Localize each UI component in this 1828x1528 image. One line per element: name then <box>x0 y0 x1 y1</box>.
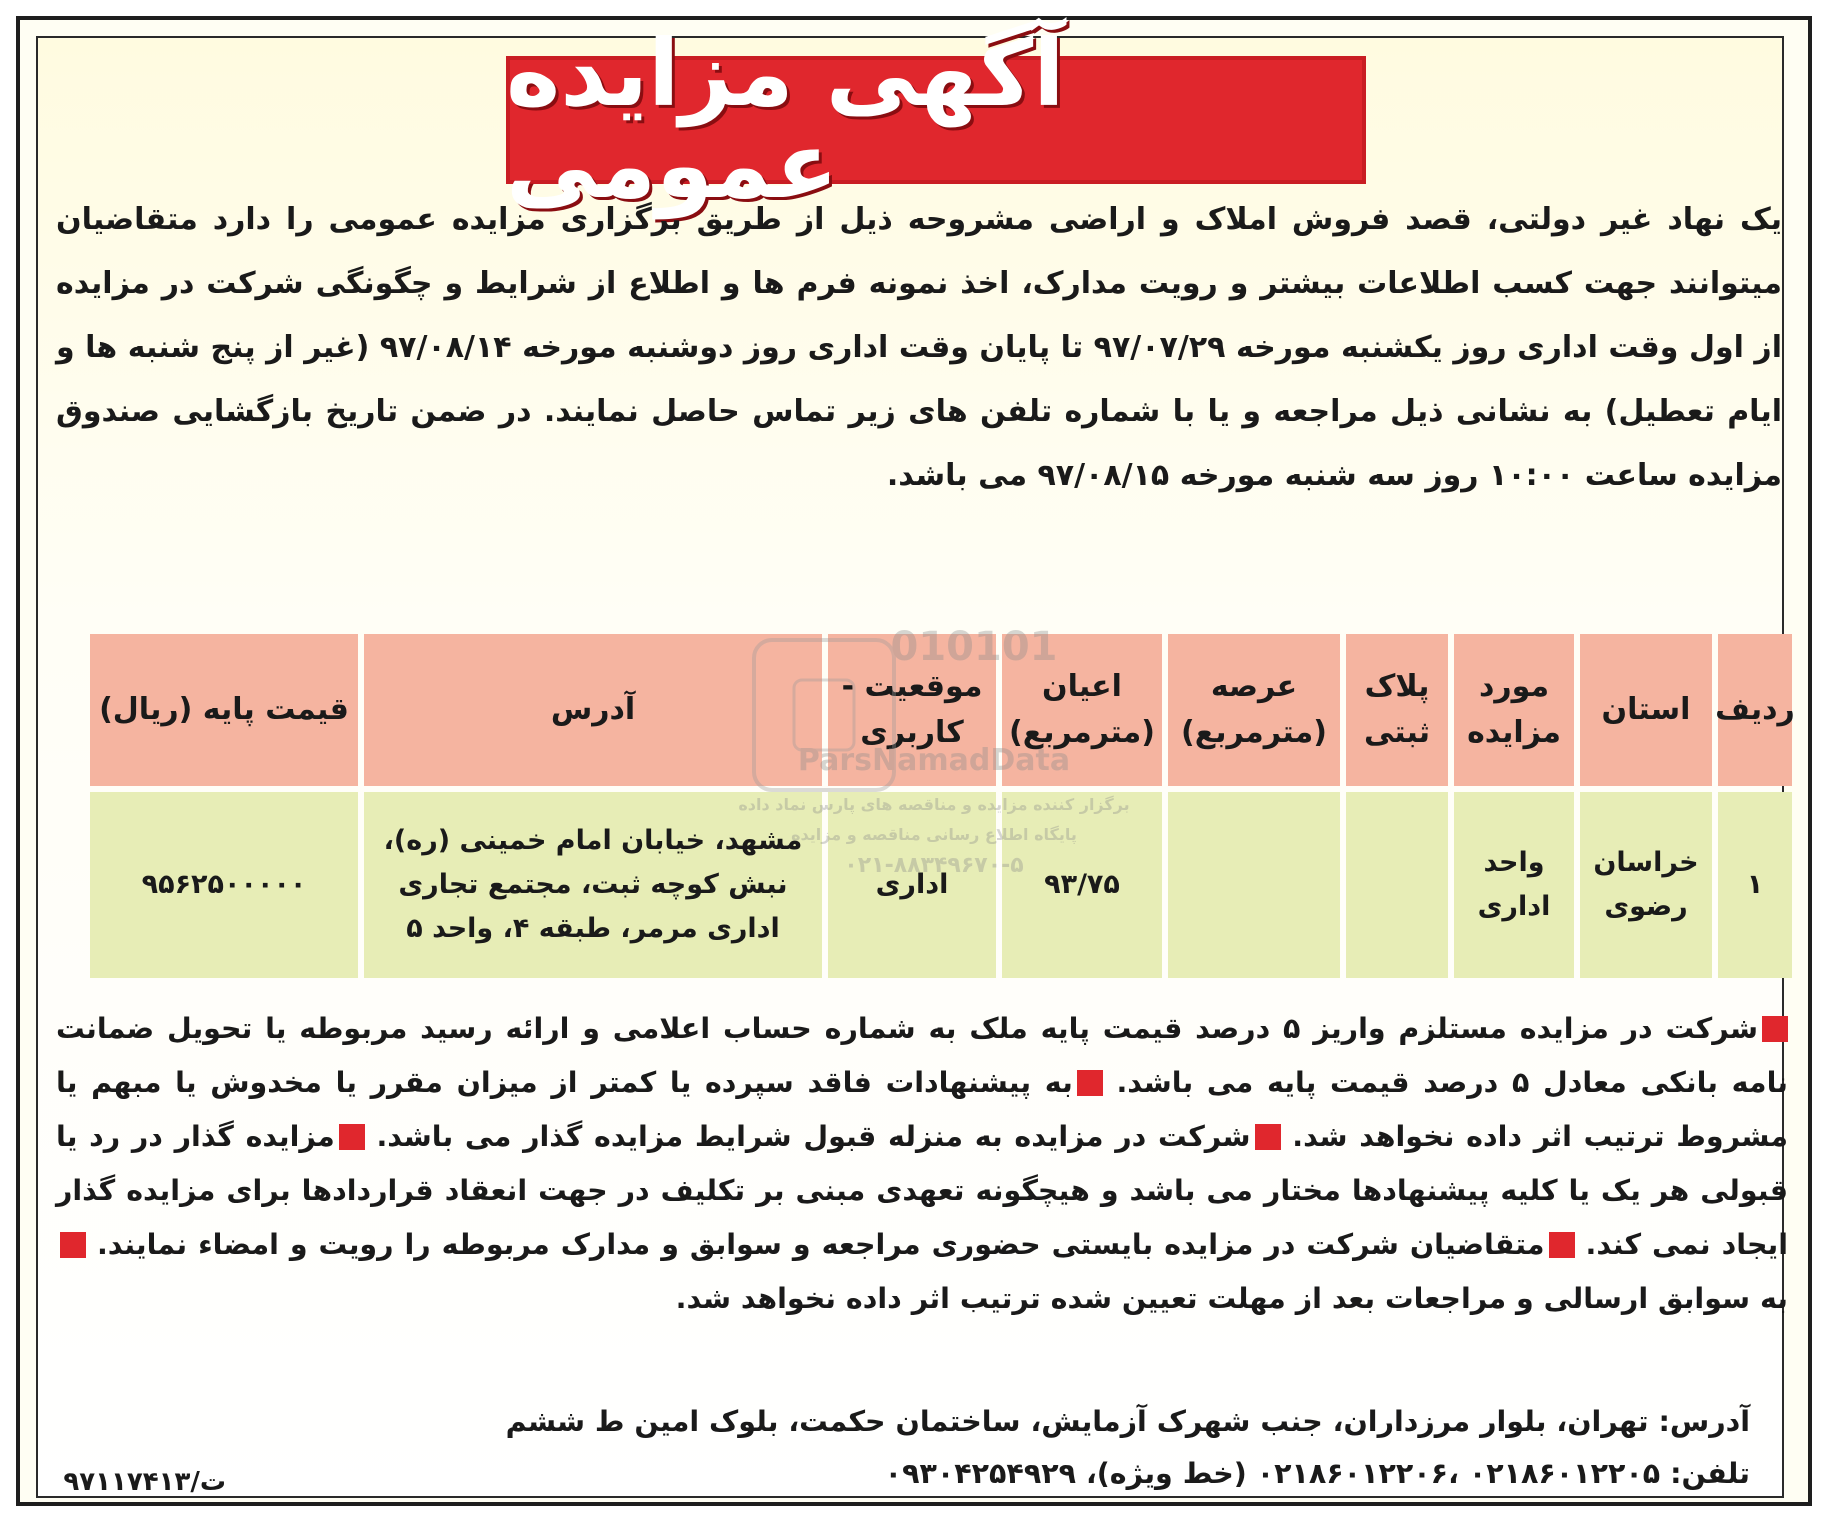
address-cell: مشهد، خیابان امام خمینی (ره)، نبش کوچه ثبت، مجتمع تجاری اداری مرمر، طبقه ۴، واحد ۵ <box>364 792 822 978</box>
contact-phones: تلفن: ۰۲۱۸۶۰۱۲۲۰۵ ،۰۲۱۸۶۰۱۲۲۰۶ (خط ویژه)، ۰۹۳۰۴۲۵۴۹۲۹ <box>884 1457 1750 1490</box>
header-cell-base-price: قیمت پایه (ریال) <box>90 634 358 786</box>
rules-paragraph <box>56 1002 1788 1326</box>
auction-item: واحد اداری <box>1454 792 1574 978</box>
header-cell-building-area: اعیان (مترمربع) <box>1002 634 1162 786</box>
header-cell-auction-item: مورد مزایده <box>1454 634 1574 786</box>
header-cell-usage: موقعیت - کاربری <box>828 634 996 786</box>
intro-paragraph: یک نهاد غیر دولتی، قصد فروش املاک و اراضی مشروحه ذیل از طریق برگزاری مزایده عمومی را دارد متقاضیان میتوانند جهت کسب اطلاعات بیشتر و رویت مدارک، اخذ نمونه فرم ها و اطلاع از شرایط و چگونگی شرکت در مزایده از اول وقت اداری روز یکشنبه مورخه ۹۷/۰۷/۲۹ تا پایان وقت اداری روز دوشنبه مورخه ۹۷/۰۸/۱۴ (غیر از پنج شنبه ها و ایام تعطیل) به نشانی ذیل مراجعه و یا با شماره تلفن های زیر تماس حاصل نمایند. در ضمن تاریخ بازگشایی صندوق مزایده ساعت ۱۰:۰۰ روز سه شنبه مورخه ۹۷/۰۸/۱۵ می باشد. <box>56 202 1782 493</box>
province: خراسان رضوی <box>1580 792 1712 978</box>
watermark-brand: ParsNamadData <box>797 743 1071 778</box>
ad-title: آگهی مزایده عمومی <box>506 20 1065 219</box>
usage: اداری <box>828 792 996 978</box>
bullet-square <box>339 1124 365 1150</box>
rule-2: به پیشنهادات فاقد سپرده یا کمتر از میزان مقرر یا مخدوش یا مبهم یا مشروط ترتیب اثر داده نخواهد شد. <box>56 1066 1788 1153</box>
rule-4: مزایده گذار در رد یا قبولی هر یک یا کلیه پیشنهادها مختار می باشد و هیچگونه تعهدی مبنی بر تکلیف در جهت انعقاد قراردادها برای مزایده گذار ایجاد نمی کند. <box>56 1120 1788 1261</box>
rule-6: به سوابق ارسالی و مراجعات بعد از مهلت تعیین شده ترتیب اثر داده نخواهد شد. <box>675 1282 1788 1315</box>
ad-page <box>16 16 1812 1506</box>
rule-1: شرکت در مزایده مستلزم واریز ۵ درصد قیمت پایه ملک به شماره حساب اعلامی و ارائه رسید مربوطه یا تحویل ضمانت نامه بانکی معادل ۵ درصد قیمت پایه می باشد. <box>56 1012 1788 1099</box>
watermark-line1: برگزار کننده مزایده و مناقصه های پارس نماد داده <box>738 795 1130 814</box>
table-header-row <box>74 634 1795 786</box>
land-area <box>1168 792 1340 978</box>
header-cell-address: آدرس <box>364 634 822 786</box>
rule-5: متقاضیان شرکت در مزایده بایستی حضوری مراجعه و سوابق و مدارک مربوطه را رویت و امضاء نمایند. <box>96 1228 1545 1261</box>
auction-table <box>74 634 1795 978</box>
title-banner <box>506 20 1366 219</box>
bullet-square <box>1255 1124 1281 1150</box>
header-cell-row-number: ردیف <box>1718 634 1792 786</box>
bullet-square <box>1549 1232 1575 1258</box>
ad-code: ت/۹۷۱۱۷۴۱۳ <box>63 1467 226 1497</box>
plate-number <box>1346 792 1448 978</box>
bullet-square <box>1077 1070 1103 1096</box>
table-row <box>74 792 1792 978</box>
bullet-square <box>1762 1016 1788 1042</box>
bullet-square <box>60 1232 86 1258</box>
watermark-digits: 010101 <box>890 624 1058 670</box>
contact-address: آدرس: تهران، بلوار مرزداران، جنب شهرک آزمایش، ساختمان حکمت، بلوک امین ط ششم <box>505 1405 1750 1438</box>
header-cell-province: استان <box>1580 634 1712 786</box>
watermark-line2: پایگاه اطلاع رسانی مناقصه و مزایده <box>791 825 1077 844</box>
header-cell-land-area: عرصه (مترمربع) <box>1168 634 1340 786</box>
base-price: ۹۵۶۲۵۰۰۰۰۰ <box>90 792 358 978</box>
header-cell-plate: پلاک ثبتی <box>1346 634 1448 786</box>
rule-3: شرکت در مزایده به منزله قبول شرایط مزایده گذار می باشد. <box>376 1120 1251 1153</box>
watermark-phone: ۰۲۱-۸۸۳۴۹۶۷۰-۵ <box>844 853 1024 878</box>
row-number: ۱ <box>1718 792 1792 978</box>
building-area: ۹۳/۷۵ <box>1002 792 1162 978</box>
